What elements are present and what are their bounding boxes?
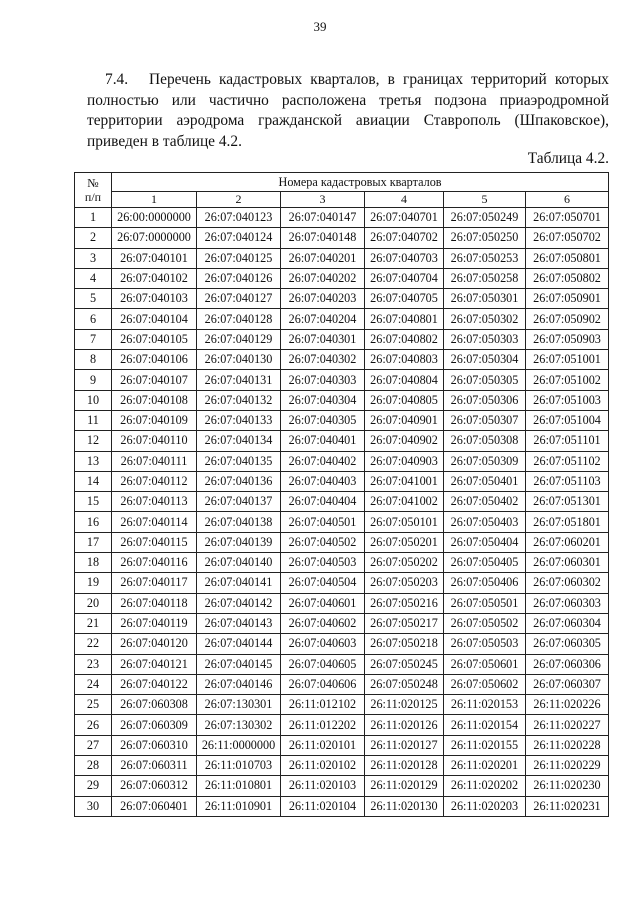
cadastral-number-cell: 26:07:050405 <box>444 553 526 573</box>
cadastral-number-cell: 26:00:0000000 <box>112 208 197 228</box>
cadastral-number-cell: 26:11:010901 <box>197 796 281 816</box>
table-body <box>75 208 609 817</box>
table-row <box>75 451 609 471</box>
cadastral-number-cell: 26:07:040603 <box>281 634 365 654</box>
cadastral-number-cell: 26:07:040103 <box>112 289 197 309</box>
cadastral-number-cell: 26:07:050902 <box>526 309 609 329</box>
row-number-cell: 29 <box>75 776 112 796</box>
cadastral-number-cell: 26:11:0000000 <box>197 735 281 755</box>
table-row <box>75 208 609 228</box>
row-number-cell: 3 <box>75 248 112 268</box>
cadastral-number-cell: 26:07:040201 <box>281 248 365 268</box>
cadastral-number-cell: 26:11:020104 <box>281 796 365 816</box>
row-number-cell: 1 <box>75 208 112 228</box>
cadastral-number-cell: 26:07:040128 <box>197 309 281 329</box>
cadastral-number-cell: 26:07:050303 <box>444 329 526 349</box>
cadastral-number-cell: 26:07:040108 <box>112 390 197 410</box>
cadastral-number-cell: 26:07:051004 <box>526 410 609 430</box>
npp-header <box>75 173 112 208</box>
cadastral-number-cell: 26:07:040136 <box>197 471 281 491</box>
cadastral-number-cell: 26:07:050202 <box>365 553 444 573</box>
cadastral-number-cell: 26:07:040124 <box>197 228 281 248</box>
cadastral-number-cell: 26:07:050218 <box>365 634 444 654</box>
cadastral-number-cell: 26:11:020103 <box>281 776 365 796</box>
cadastral-number-cell: 26:07:040145 <box>197 654 281 674</box>
table-row <box>75 471 609 491</box>
cadastral-number-cell: 26:07:040122 <box>112 674 197 694</box>
cadastral-number-cell: 26:07:040114 <box>112 512 197 532</box>
row-number-cell: 20 <box>75 593 112 613</box>
table-row <box>75 715 609 735</box>
column-number-1: 1 <box>112 192 197 208</box>
cadastral-number-cell: 26:07:040605 <box>281 654 365 674</box>
cadastral-number-cell: 26:07:040106 <box>112 350 197 370</box>
row-number-cell: 5 <box>75 289 112 309</box>
table-row <box>75 654 609 674</box>
column-number-4: 4 <box>365 192 444 208</box>
cadastral-number-cell: 26:07:040129 <box>197 329 281 349</box>
table-row <box>75 593 609 613</box>
cadastral-number-cell: 26:07:060307 <box>526 674 609 694</box>
cadastral-number-cell: 26:07:130301 <box>197 695 281 715</box>
cadastral-number-cell: 26:07:050203 <box>365 573 444 593</box>
table-row <box>75 674 609 694</box>
cadastral-number-cell: 26:07:040131 <box>197 370 281 390</box>
cadastral-number-cell: 26:07:050701 <box>526 208 609 228</box>
row-number-cell: 19 <box>75 573 112 593</box>
cadastral-number-cell: 26:07:040503 <box>281 553 365 573</box>
cadastral-number-cell: 26:11:020153 <box>444 695 526 715</box>
group-header: Номера кадастровых кварталов <box>112 173 609 192</box>
cadastral-number-cell: 26:07:040123 <box>197 208 281 228</box>
cadastral-number-cell: 26:07:040301 <box>281 329 365 349</box>
cadastral-number-cell: 26:11:020101 <box>281 735 365 755</box>
cadastral-number-cell: 26:07:040105 <box>112 329 197 349</box>
cadastral-number-cell: 26:07:041002 <box>365 492 444 512</box>
cadastral-number-cell: 26:07:040109 <box>112 410 197 430</box>
cadastral-number-cell: 26:07:040139 <box>197 532 281 552</box>
cadastral-number-cell: 26:07:040110 <box>112 431 197 451</box>
row-number-cell: 14 <box>75 471 112 491</box>
column-number-2: 2 <box>197 192 281 208</box>
cadastral-number-cell: 26:07:051001 <box>526 350 609 370</box>
cadastral-number-cell: 26:07:050501 <box>444 593 526 613</box>
cadastral-number-cell: 26:11:012202 <box>281 715 365 735</box>
cadastral-number-cell: 26:07:040701 <box>365 208 444 228</box>
cadastral-number-cell: 26:07:050802 <box>526 268 609 288</box>
cadastral-number-cell: 26:07:040305 <box>281 410 365 430</box>
cadastral-number-cell: 26:07:050201 <box>365 532 444 552</box>
table-row <box>75 573 609 593</box>
cadastral-number-cell: 26:11:020129 <box>365 776 444 796</box>
cadastral-number-cell: 26:11:020227 <box>526 715 609 735</box>
row-number-cell: 21 <box>75 613 112 633</box>
cadastral-number-cell: 26:07:040902 <box>365 431 444 451</box>
cadastral-number-cell: 26:07:040304 <box>281 390 365 410</box>
cadastral-number-cell: 26:07:040805 <box>365 390 444 410</box>
cadastral-number-cell: 26:07:040115 <box>112 532 197 552</box>
table-row <box>75 695 609 715</box>
cadastral-number-cell: 26:07:040403 <box>281 471 365 491</box>
cadastral-number-cell: 26:07:040302 <box>281 350 365 370</box>
table-row <box>75 532 609 552</box>
cadastral-number-cell: 26:07:040147 <box>281 208 365 228</box>
cadastral-number-cell: 26:07:040704 <box>365 268 444 288</box>
cadastral-number-cell: 26:07:040138 <box>197 512 281 532</box>
cadastral-number-cell: 26:11:020127 <box>365 735 444 755</box>
cadastral-number-cell: 26:07:051002 <box>526 370 609 390</box>
cadastral-number-cell: 26:07:050502 <box>444 613 526 633</box>
npp-header-line1: № <box>87 176 99 190</box>
cadastral-number-cell: 26:11:020128 <box>365 756 444 776</box>
cadastral-number-cell: 26:07:040504 <box>281 573 365 593</box>
cadastral-number-cell: 26:11:020126 <box>365 715 444 735</box>
table-row <box>75 289 609 309</box>
table-row <box>75 553 609 573</box>
table-row <box>75 613 609 633</box>
cadastral-number-cell: 26:07:0000000 <box>112 228 197 248</box>
cadastral-number-cell: 26:11:020202 <box>444 776 526 796</box>
row-number-cell: 2 <box>75 228 112 248</box>
table-row <box>75 309 609 329</box>
section-number: 7.4. <box>105 71 129 88</box>
cadastral-number-cell: 26:07:050503 <box>444 634 526 654</box>
table-row <box>75 390 609 410</box>
cadastral-number-cell: 26:07:050308 <box>444 431 526 451</box>
cadastral-number-cell: 26:07:040804 <box>365 370 444 390</box>
cadastral-number-cell: 26:07:050304 <box>444 350 526 370</box>
cadastral-number-cell: 26:07:060309 <box>112 715 197 735</box>
cadastral-number-cell: 26:07:050305 <box>444 370 526 390</box>
cadastral-number-cell: 26:07:050901 <box>526 289 609 309</box>
cadastral-number-cell: 26:07:051101 <box>526 431 609 451</box>
cadastral-number-cell: 26:07:040801 <box>365 309 444 329</box>
cadastral-number-cell: 26:07:040118 <box>112 593 197 613</box>
cadastral-number-cell: 26:07:040125 <box>197 248 281 268</box>
cadastral-number-cell: 26:07:040121 <box>112 654 197 674</box>
table-row <box>75 248 609 268</box>
table-row <box>75 756 609 776</box>
cadastral-number-cell: 26:07:040140 <box>197 553 281 573</box>
cadastral-number-cell: 26:07:040802 <box>365 329 444 349</box>
cadastral-number-cell: 26:07:050702 <box>526 228 609 248</box>
cadastral-number-cell: 26:07:040703 <box>365 248 444 268</box>
table-row <box>75 329 609 349</box>
cadastral-number-cell: 26:11:020231 <box>526 796 609 816</box>
npp-header-line2: п/п <box>84 190 102 204</box>
cadastral-number-cell: 26:07:050309 <box>444 451 526 471</box>
row-number-cell: 24 <box>75 674 112 694</box>
cadastral-number-cell: 26:07:050402 <box>444 492 526 512</box>
cadastral-number-cell: 26:07:050903 <box>526 329 609 349</box>
cadastral-number-cell: 26:07:060401 <box>112 796 197 816</box>
table-row <box>75 634 609 654</box>
cadastral-number-cell: 26:07:060201 <box>526 532 609 552</box>
cadastral-number-cell: 26:07:060304 <box>526 613 609 633</box>
cadastral-number-cell: 26:07:060308 <box>112 695 197 715</box>
row-number-cell: 13 <box>75 451 112 471</box>
cadastral-number-cell: 26:07:040202 <box>281 268 365 288</box>
cadastral-number-cell: 26:07:050301 <box>444 289 526 309</box>
row-number-cell: 27 <box>75 735 112 755</box>
cadastral-number-cell: 26:07:060311 <box>112 756 197 776</box>
cadastral-number-cell: 26:07:040203 <box>281 289 365 309</box>
cadastral-number-cell: 26:07:040126 <box>197 268 281 288</box>
cadastral-number-cell: 26:07:040117 <box>112 573 197 593</box>
table-caption: Таблица 4.2. <box>527 150 609 167</box>
cadastral-number-cell: 26:07:040135 <box>197 451 281 471</box>
cadastral-number-cell: 26:07:040127 <box>197 289 281 309</box>
cadastral-number-cell: 26:07:060306 <box>526 654 609 674</box>
cadastral-number-cell: 26:07:040606 <box>281 674 365 694</box>
table-row <box>75 350 609 370</box>
cadastral-number-cell: 26:11:020226 <box>526 695 609 715</box>
cadastral-number-cell: 26:07:060305 <box>526 634 609 654</box>
cadastral-number-cell: 26:11:010801 <box>197 776 281 796</box>
cadastral-number-cell: 26:07:040705 <box>365 289 444 309</box>
row-number-cell: 26 <box>75 715 112 735</box>
column-number-3: 3 <box>281 192 365 208</box>
cadastral-number-cell: 26:07:050253 <box>444 248 526 268</box>
cadastral-number-cell: 26:11:020203 <box>444 796 526 816</box>
cadastral-number-cell: 26:07:050248 <box>365 674 444 694</box>
cadastral-number-cell: 26:07:060303 <box>526 593 609 613</box>
cadastral-number-cell: 26:07:040144 <box>197 634 281 654</box>
cadastral-number-cell: 26:07:050249 <box>444 208 526 228</box>
cadastral-number-cell: 26:11:020155 <box>444 735 526 755</box>
cadastral-number-cell: 26:07:040502 <box>281 532 365 552</box>
cadastral-number-cell: 26:07:040148 <box>281 228 365 248</box>
table-row <box>75 512 609 532</box>
cadastral-number-cell: 26:07:050216 <box>365 593 444 613</box>
cadastral-number-cell: 26:07:040101 <box>112 248 197 268</box>
cadastral-number-cell: 26:07:040137 <box>197 492 281 512</box>
cadastral-number-cell: 26:07:040501 <box>281 512 365 532</box>
cadastral-number-cell: 26:11:020102 <box>281 756 365 776</box>
cadastral-number-cell: 26:07:040133 <box>197 410 281 430</box>
cadastral-number-cell: 26:07:060312 <box>112 776 197 796</box>
row-number-cell: 6 <box>75 309 112 329</box>
page-number: 39 <box>313 19 327 34</box>
cadastral-number-cell: 26:07:051801 <box>526 512 609 532</box>
cadastral-number-cell: 26:07:040102 <box>112 268 197 288</box>
cadastral-number-cell: 26:07:060310 <box>112 735 197 755</box>
cadastral-number-cell: 26:07:050406 <box>444 573 526 593</box>
row-number-cell: 16 <box>75 512 112 532</box>
cadastral-number-cell: 26:07:060302 <box>526 573 609 593</box>
cadastral-number-cell: 26:11:020229 <box>526 756 609 776</box>
cadastral-number-cell: 26:07:060301 <box>526 553 609 573</box>
cadastral-number-cell: 26:07:050302 <box>444 309 526 329</box>
cadastral-number-cell: 26:07:040119 <box>112 613 197 633</box>
cadastral-number-cell: 26:11:020130 <box>365 796 444 816</box>
cadastral-number-cell: 26:07:051003 <box>526 390 609 410</box>
cadastral-number-cell: 26:07:050403 <box>444 512 526 532</box>
cadastral-number-cell: 26:11:020125 <box>365 695 444 715</box>
table-row <box>75 735 609 755</box>
cadastral-number-cell: 26:07:040901 <box>365 410 444 430</box>
row-number-cell: 4 <box>75 268 112 288</box>
cadastral-number-cell: 26:07:040602 <box>281 613 365 633</box>
cadastral-number-cell: 26:07:050258 <box>444 268 526 288</box>
paragraph-text: Перечень кадастровых кварталов, в границах территорий которых полностью или частично расположена третья подзона приаэродромной территории аэродрома гражданской авиации Ставрополь (Шпаковское), приведен в таблице 4.2. <box>87 71 609 150</box>
cadastral-number-cell: 26:07:040146 <box>197 674 281 694</box>
table-row <box>75 228 609 248</box>
cadastral-number-cell: 26:11:020154 <box>444 715 526 735</box>
row-number-cell: 18 <box>75 553 112 573</box>
cadastral-number-cell: 26:07:050307 <box>444 410 526 430</box>
cadastral-number-cell: 26:11:012102 <box>281 695 365 715</box>
column-number-6: 6 <box>526 192 609 208</box>
table-row <box>75 268 609 288</box>
cadastral-number-cell: 26:07:040402 <box>281 451 365 471</box>
cadastral-number-cell: 26:07:040116 <box>112 553 197 573</box>
table-row <box>75 410 609 430</box>
cadastral-number-cell: 26:07:040303 <box>281 370 365 390</box>
cadastral-number-cell: 26:07:051103 <box>526 471 609 491</box>
cadastral-number-cell: 26:07:050801 <box>526 248 609 268</box>
row-number-cell: 12 <box>75 431 112 451</box>
cadastral-number-cell: 26:07:040104 <box>112 309 197 329</box>
cadastral-number-cell: 26:07:040132 <box>197 390 281 410</box>
cadastral-number-cell: 26:07:040134 <box>197 431 281 451</box>
cadastral-number-cell: 26:07:040113 <box>112 492 197 512</box>
cadastral-number-cell: 26:11:020201 <box>444 756 526 776</box>
cadastral-number-cell: 26:07:051301 <box>526 492 609 512</box>
row-number-cell: 28 <box>75 756 112 776</box>
cadastral-number-cell: 26:07:130302 <box>197 715 281 735</box>
cadastral-number-cell: 26:07:040130 <box>197 350 281 370</box>
cadastral-number-cell: 26:07:040111 <box>112 451 197 471</box>
row-number-cell: 10 <box>75 390 112 410</box>
cadastral-number-cell: 26:07:041001 <box>365 471 444 491</box>
cadastral-number-cell: 26:07:050250 <box>444 228 526 248</box>
cadastral-number-cell: 26:07:040702 <box>365 228 444 248</box>
intro-paragraph <box>87 70 609 152</box>
table-row <box>75 796 609 816</box>
cadastral-number-cell: 26:07:051102 <box>526 451 609 471</box>
cadastral-number-cell: 26:07:040803 <box>365 350 444 370</box>
row-number-cell: 22 <box>75 634 112 654</box>
row-number-cell: 30 <box>75 796 112 816</box>
table-row <box>75 370 609 390</box>
cadastral-number-cell: 26:07:050401 <box>444 471 526 491</box>
row-number-cell: 17 <box>75 532 112 552</box>
column-number-5: 5 <box>444 192 526 208</box>
row-number-cell: 8 <box>75 350 112 370</box>
cadastral-number-cell: 26:07:050602 <box>444 674 526 694</box>
table-row <box>75 431 609 451</box>
cadastral-number-cell: 26:07:050101 <box>365 512 444 532</box>
cadastral-number-cell: 26:07:040107 <box>112 370 197 390</box>
table-row <box>75 776 609 796</box>
row-number-cell: 9 <box>75 370 112 390</box>
cadastral-number-cell: 26:07:050601 <box>444 654 526 674</box>
cadastral-number-cell: 26:07:040142 <box>197 593 281 613</box>
cadastral-number-cell: 26:07:050306 <box>444 390 526 410</box>
cadastral-number-cell: 26:11:020230 <box>526 776 609 796</box>
row-number-cell: 11 <box>75 410 112 430</box>
row-number-cell: 7 <box>75 329 112 349</box>
cadastral-number-cell: 26:07:040404 <box>281 492 365 512</box>
cadastral-number-cell: 26:07:050245 <box>365 654 444 674</box>
cadastral-number-cell: 26:11:010703 <box>197 756 281 776</box>
row-number-cell: 15 <box>75 492 112 512</box>
cadastral-number-cell: 26:07:040401 <box>281 431 365 451</box>
cadastral-number-cell: 26:07:050404 <box>444 532 526 552</box>
cadastral-number-cell: 26:07:040112 <box>112 471 197 491</box>
cadastral-number-cell: 26:07:040204 <box>281 309 365 329</box>
cadastral-number-cell: 26:11:020228 <box>526 735 609 755</box>
row-number-cell: 25 <box>75 695 112 715</box>
cadastral-number-cell: 26:07:040601 <box>281 593 365 613</box>
cadastral-number-cell: 26:07:040120 <box>112 634 197 654</box>
cadastral-number-cell: 26:07:040141 <box>197 573 281 593</box>
cadastral-number-cell: 26:07:040143 <box>197 613 281 633</box>
column-number-row <box>75 192 609 208</box>
table-row <box>75 492 609 512</box>
row-number-cell: 23 <box>75 654 112 674</box>
cadastral-quarters-table <box>74 172 609 817</box>
cadastral-number-cell: 26:07:040903 <box>365 451 444 471</box>
cadastral-number-cell: 26:07:050217 <box>365 613 444 633</box>
